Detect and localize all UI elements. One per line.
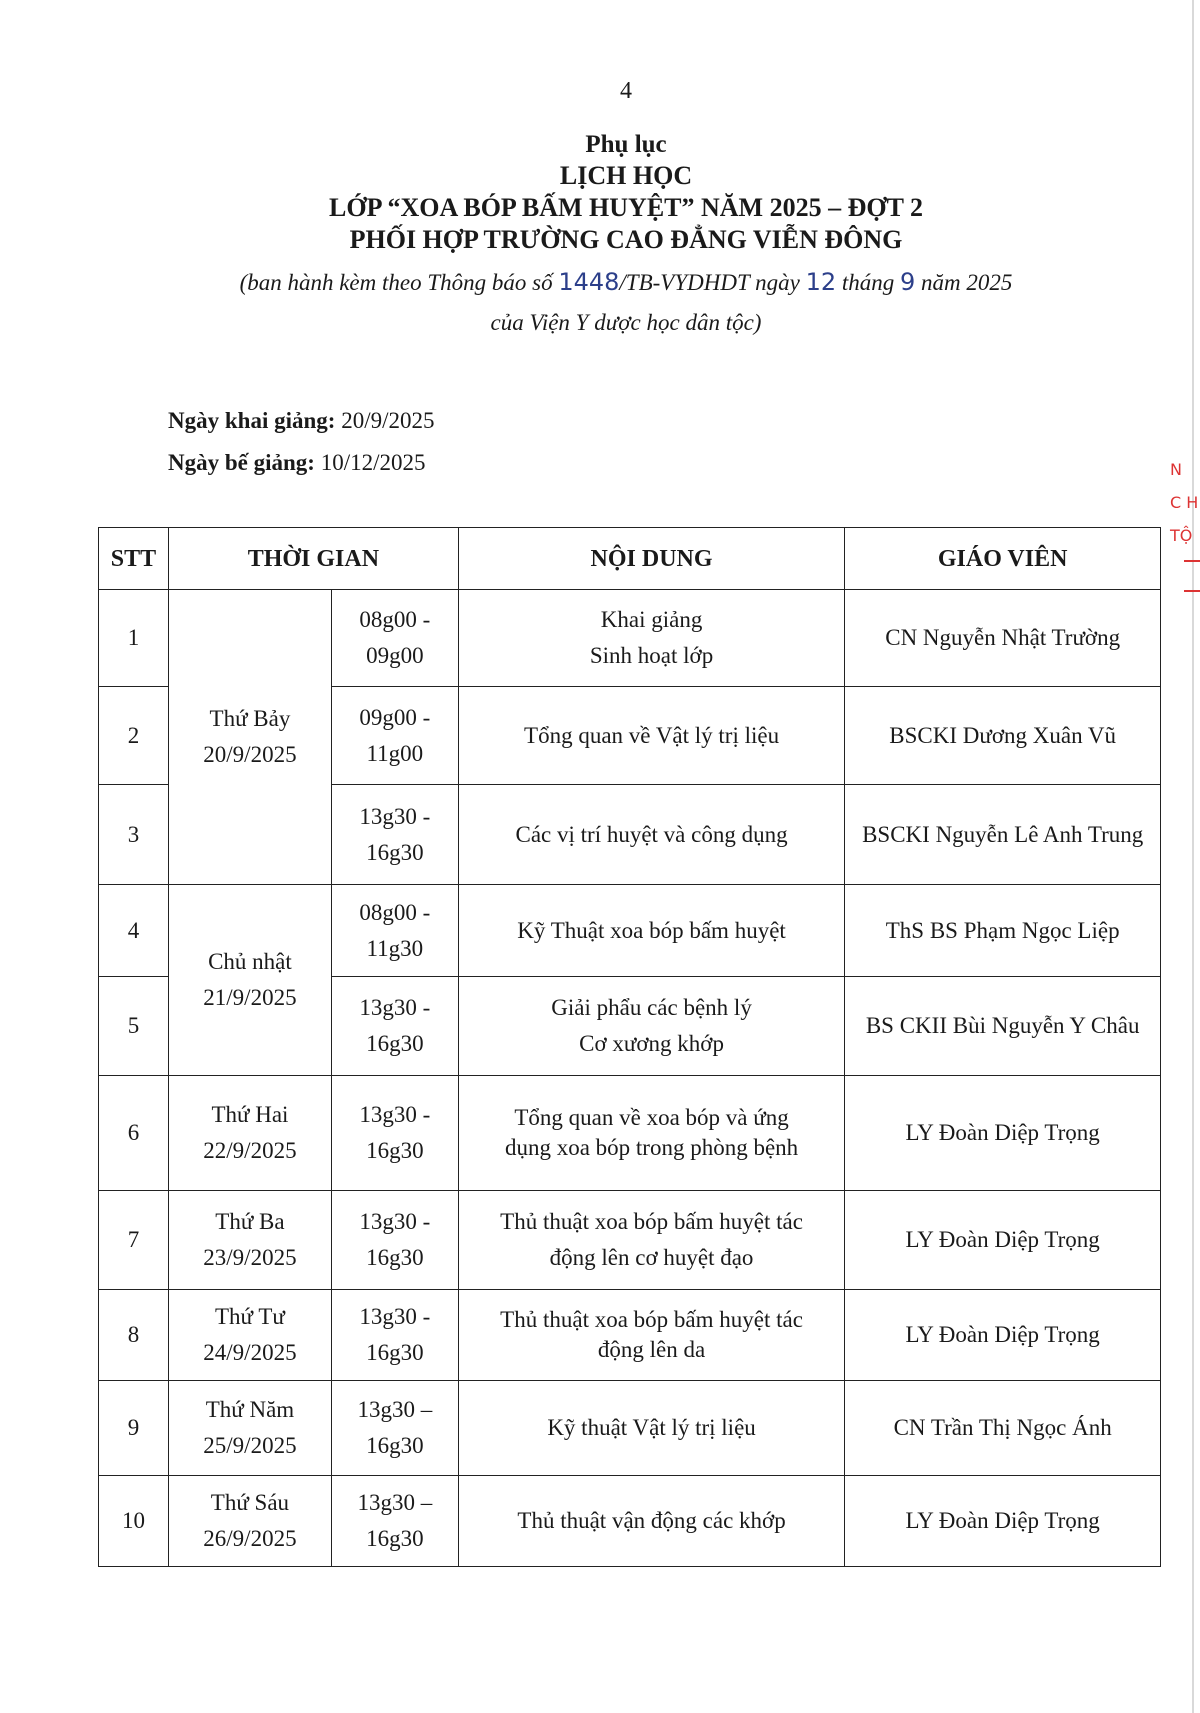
table-row <box>99 1191 1161 1290</box>
day-date: 25/9/2025 <box>203 1433 297 1458</box>
content-line-2: động lên da <box>597 1337 706 1362</box>
content-cell <box>458 977 845 1076</box>
time-cell <box>331 1290 458 1381</box>
content-line-1: Giải phẩu các bệnh lý <box>551 995 752 1020</box>
day-cell <box>168 1191 331 1290</box>
time-start: 13g30 - <box>359 1209 431 1234</box>
content-cell: Kỹ thuật Vật lý trị liệu <box>458 1381 845 1476</box>
day-cell <box>168 1290 331 1381</box>
content-line-2: dụng xoa bóp trong phòng bệnh <box>504 1135 799 1160</box>
handwritten-doc-number: 1448 <box>558 268 620 296</box>
issuance-note <box>0 262 1200 343</box>
time-start: 09g00 - <box>359 704 431 730</box>
time-cell <box>331 1381 458 1476</box>
table-row <box>99 1290 1161 1381</box>
time-end: 11g00 <box>366 740 424 766</box>
day-name: Thứ Ba <box>215 1209 285 1234</box>
time-end: 16g30 <box>366 1031 424 1056</box>
stt-cell: 6 <box>99 1076 169 1191</box>
partner-title: PHỐI HỢP TRƯỜNG CAO ĐẲNG VIỄN ĐÔNG <box>349 225 903 254</box>
time-cell <box>331 785 458 885</box>
teacher-cell: ThS BS Phạm Ngọc Liệp <box>845 885 1161 977</box>
content-line-1: Thủ thuật xoa bóp bấm huyệt tác <box>500 1307 803 1332</box>
time-cell <box>331 590 458 687</box>
issuance-middle-2: tháng <box>836 270 901 295</box>
stt-cell: 7 <box>99 1191 169 1290</box>
stamp-text-3: TỘ <box>1170 526 1193 545</box>
teacher-cell: LY Đoàn Diệp Trọng <box>845 1191 1161 1290</box>
content-line-2: động lên cơ huyệt đạo <box>549 1245 754 1270</box>
content-cell: Thủ thuật vận động các khớp <box>458 1476 845 1567</box>
day-name: Thứ Năm <box>205 1397 295 1422</box>
teacher-cell: BSCKI Nguyễn Lê Anh Trung <box>845 785 1161 885</box>
time-start: 08g00 - <box>359 899 431 925</box>
table-row <box>99 1476 1161 1567</box>
time-cell <box>331 1476 458 1567</box>
time-cell <box>331 885 458 977</box>
stt-cell: 9 <box>99 1381 169 1476</box>
day-date: 24/9/2025 <box>203 1340 297 1365</box>
document-header <box>0 130 1200 343</box>
course-dates <box>168 400 434 484</box>
time-end: 11g30 <box>366 935 424 961</box>
content-cell <box>458 590 845 687</box>
time-start: 13g30 - <box>359 1304 431 1329</box>
content-cell <box>458 1076 845 1191</box>
time-end: 16g30 <box>366 839 424 865</box>
time-end: 16g30 <box>366 1526 424 1551</box>
handwritten-month: 9 <box>900 268 916 296</box>
page-number: 4 <box>620 78 632 104</box>
time-end: 16g30 <box>366 1138 424 1163</box>
content-cell: Các vị trí huyệt và công dụng <box>458 785 845 885</box>
stamp-text-1: N <box>1170 460 1182 479</box>
header-content: NỘI DUNG <box>458 528 845 590</box>
table-row <box>99 1381 1161 1476</box>
content-line-1: Khai giảng <box>600 607 703 632</box>
day-date: 22/9/2025 <box>203 1138 297 1163</box>
issuance-suffix: năm 2025 <box>915 270 1013 295</box>
header-stt: STT <box>99 528 169 590</box>
start-date-line <box>168 400 434 442</box>
stt-cell: 8 <box>99 1290 169 1381</box>
day-cell <box>168 1076 331 1191</box>
start-date-label: Ngày khai giảng: <box>168 408 336 433</box>
day-name: Thứ Hai <box>211 1102 289 1127</box>
stt-cell: 10 <box>99 1476 169 1567</box>
day-cell <box>168 1476 331 1567</box>
table-row <box>99 590 1161 687</box>
content-cell <box>458 1191 845 1290</box>
table-header-row <box>99 528 1161 590</box>
table-row <box>99 885 1161 977</box>
content-cell: Kỹ Thuật xoa bóp bấm huyệt <box>458 885 845 977</box>
day-group-cell <box>168 885 331 1076</box>
appendix-title: Phụ lục <box>585 131 667 158</box>
time-end: 09g00 <box>366 643 424 668</box>
issuance-middle-1: /TB-VYDHDT ngày <box>619 270 806 295</box>
content-line-2: Sinh hoạt lớp <box>589 643 714 668</box>
header-time: THỜI GIAN <box>168 528 458 590</box>
content-line-2: Cơ xương khớp <box>579 1031 724 1056</box>
day-group-cell <box>168 590 331 885</box>
stamp-mark <box>1184 560 1200 562</box>
content-cell <box>458 1290 845 1381</box>
stt-cell: 5 <box>99 977 169 1076</box>
time-start: 13g30 – <box>357 1490 433 1515</box>
end-date-line <box>168 442 434 484</box>
time-cell <box>331 687 458 785</box>
day-date: 21/9/2025 <box>203 985 297 1010</box>
stamp-text-2: C H <box>1170 493 1199 512</box>
header-teacher: GIÁO VIÊN <box>845 528 1161 590</box>
day-cell <box>168 1381 331 1476</box>
teacher-cell: CN Nguyễn Nhật Trường <box>845 590 1161 687</box>
time-start: 13g30 - <box>359 803 431 829</box>
schedule-table <box>98 527 1161 1567</box>
time-cell <box>331 1191 458 1290</box>
teacher-cell: LY Đoàn Diệp Trọng <box>845 1476 1161 1567</box>
time-cell <box>331 1076 458 1191</box>
content-cell: Tổng quan về Vật lý trị liệu <box>458 687 845 785</box>
end-date-value: 10/12/2025 <box>320 450 426 475</box>
day-name: Thứ Bảy <box>209 706 291 731</box>
stamp-mark <box>1184 590 1200 592</box>
content-line-1: Tổng quan về xoa bóp và ứng <box>514 1105 789 1130</box>
day-date: 20/9/2025 <box>203 742 297 767</box>
teacher-cell: LY Đoàn Diệp Trọng <box>845 1076 1161 1191</box>
start-date-value: 20/9/2025 <box>341 408 435 433</box>
time-start: 13g30 – <box>357 1397 433 1422</box>
class-title: LỚP “XOA BÓP BẤM HUYỆT” NĂM 2025 – ĐỢT 2 <box>329 193 923 222</box>
teacher-cell: CN Trần Thị Ngọc Ánh <box>845 1381 1161 1476</box>
day-date: 23/9/2025 <box>203 1245 297 1270</box>
teacher-cell: LY Đoàn Diệp Trọng <box>845 1290 1161 1381</box>
partial-red-stamp <box>1170 400 1200 610</box>
day-name: Thứ Tư <box>215 1304 285 1329</box>
schedule-title: LỊCH HỌC <box>559 161 693 190</box>
handwritten-day: 12 <box>805 268 837 296</box>
teacher-cell: BSCKI Dương Xuân Vũ <box>845 687 1161 785</box>
issuer-line: của Viện Y dược học dân tộc) <box>490 310 762 335</box>
day-date: 26/9/2025 <box>203 1526 297 1551</box>
teacher-cell: BS CKII Bùi Nguyễn Y Châu <box>845 977 1161 1076</box>
time-end: 16g30 <box>366 1340 424 1365</box>
end-date-label: Ngày bế giảng: <box>168 450 315 475</box>
day-name: Chủ nhật <box>208 949 292 974</box>
content-line-1: Thủ thuật xoa bóp bấm huyệt tác <box>500 1209 803 1234</box>
time-cell <box>331 977 458 1076</box>
time-start: 08g00 - <box>359 607 431 632</box>
time-start: 13g30 - <box>359 1102 431 1127</box>
day-name: Thứ Sáu <box>210 1490 290 1515</box>
stt-cell: 3 <box>99 785 169 885</box>
time-end: 16g30 <box>366 1245 424 1270</box>
time-end: 16g30 <box>366 1433 424 1458</box>
table-row <box>99 1076 1161 1191</box>
stt-cell: 1 <box>99 590 169 687</box>
stt-cell: 4 <box>99 885 169 977</box>
time-start: 13g30 - <box>359 995 431 1020</box>
issuance-prefix: (ban hành kèm theo Thông báo số <box>239 270 559 295</box>
stt-cell: 2 <box>99 687 169 785</box>
